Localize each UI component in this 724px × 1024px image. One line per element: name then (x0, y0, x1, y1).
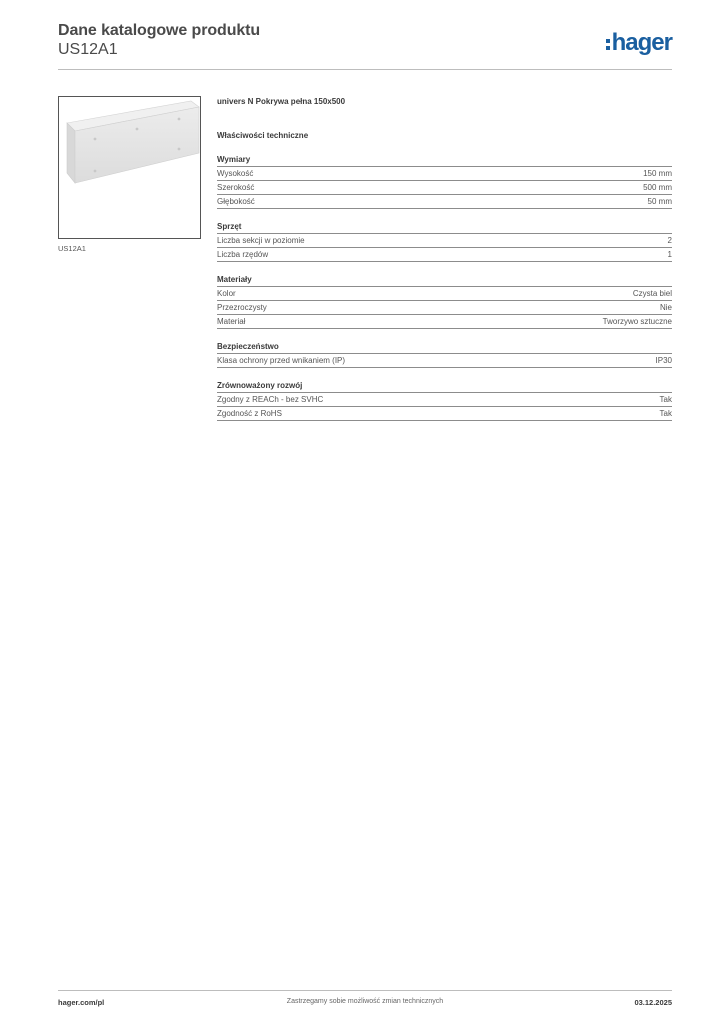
page-header (58, 22, 672, 70)
property-row (217, 301, 672, 315)
group-title: Sprzęt (217, 220, 672, 234)
image-caption: US12A1 (58, 244, 86, 253)
product-cover-image (59, 97, 201, 239)
group-title: Wymiary (217, 153, 672, 167)
property-groups (217, 153, 672, 421)
property-label: Zgodność z RoHS (217, 409, 282, 418)
hager-logo (606, 29, 672, 57)
property-group (217, 273, 672, 329)
property-row (217, 315, 672, 329)
product-code: US12A1 (58, 41, 118, 58)
section-title: Właściwości techniczne (217, 131, 309, 140)
group-title: Bezpieczeństwo (217, 340, 672, 354)
document-title: Dane katalogowe produktu (58, 22, 261, 39)
property-value: IP30 (655, 356, 672, 365)
property-row (217, 393, 672, 407)
property-value: 150 mm (643, 169, 672, 178)
logo-text: hager (611, 29, 672, 56)
property-value: 1 (667, 250, 672, 259)
property-row (217, 407, 672, 421)
product-details (217, 96, 672, 421)
page-footer (58, 990, 672, 1010)
property-value: 500 mm (643, 183, 672, 192)
property-label: Przezroczysty (217, 303, 267, 312)
property-row (217, 195, 672, 209)
property-label: Zgodny z REACh - bez SVHC (217, 395, 324, 404)
footer-date: 03.12.2025 (634, 998, 672, 1007)
property-group (217, 220, 672, 262)
property-value: 2 (667, 236, 672, 245)
group-title: Zrównoważony rozwój (217, 379, 672, 393)
property-row (217, 167, 672, 181)
property-value: Nie (659, 303, 672, 312)
footer-notice: Zastrzegamy sobie możliwość zmian technicznych (286, 998, 444, 1005)
property-row (217, 354, 672, 368)
property-row (217, 287, 672, 301)
property-label: Kolor (217, 289, 236, 298)
property-value: Czysta biel (632, 289, 672, 298)
property-value: Tak (659, 395, 672, 404)
property-label: Liczba sekcji w poziomie (217, 236, 305, 245)
property-label: Liczba rzędów (217, 250, 269, 259)
property-value: Tak (659, 409, 672, 418)
group-title: Materiały (217, 273, 672, 287)
property-row (217, 234, 672, 248)
property-row (217, 181, 672, 195)
property-value: Tworzywo sztuczne (602, 317, 672, 326)
property-label: Szerokość (217, 183, 255, 192)
property-label: Materiał (217, 317, 246, 326)
property-row (217, 248, 672, 262)
product-image (58, 96, 201, 239)
logo-dots-icon (606, 39, 610, 50)
property-group (217, 153, 672, 209)
property-group (217, 340, 672, 368)
property-label: Głębokość (217, 197, 255, 206)
property-group (217, 379, 672, 421)
property-value: 50 mm (647, 197, 672, 206)
property-label: Klasa ochrony przed wnikaniem (IP) (217, 356, 346, 365)
product-name: univers N Pokrywa pełna 150x500 (217, 97, 346, 106)
property-label: Wysokość (217, 169, 254, 178)
footer-website[interactable]: hager.com/pl (58, 998, 105, 1007)
